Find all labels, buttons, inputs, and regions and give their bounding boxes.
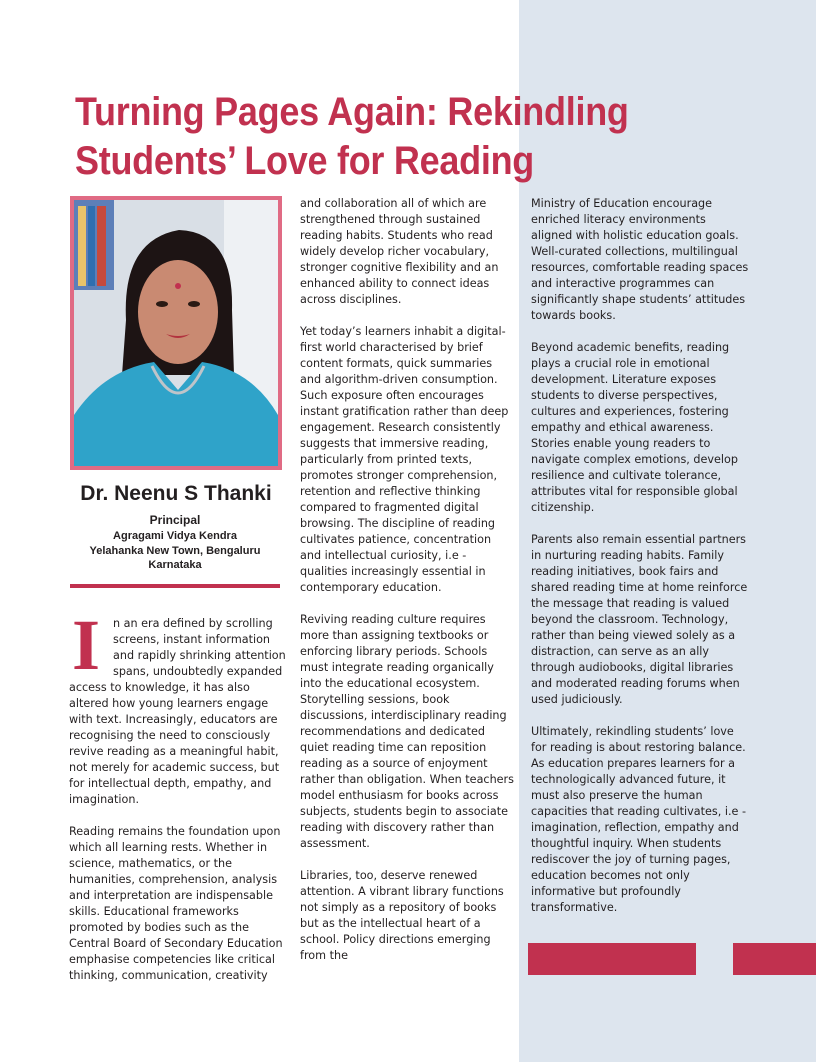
paragraph: Libraries, too, deserve renewed attention. A vibrant library functions not simply as a repository of books but as the intellectual heart of a school. Policy directions emerging from the — [300, 869, 504, 962]
paragraph: Parents also remain essential partners in nurturing reading habits. Family reading initiatives, book fairs and shared reading time at home reinforce the message that reading is valued beyond the classroom. Technology, rather than being viewed solely as a distraction, can serve as an ally through audiobooks, digital libraries and moderated reading forums when used judiciously. — [531, 533, 748, 706]
paragraph — [69, 605, 287, 808]
author-photo — [70, 196, 282, 470]
paragraph: Ministry of Education encourage enriched literacy environments aligned with holistic education goals. Well-curated collections, multilingual resources, comfortable reading spaces and interactive programmes can significantly shape students’ attitudes towards books. — [531, 197, 749, 322]
article-column-3 — [531, 196, 749, 916]
author-role: Principal — [149, 513, 201, 527]
paragraph: and collaboration all of which are strengthened through sustained reading habits. Students who read widely develop richer vocabulary, stronger cognitive flexibility and an enhanced ability to connect ideas across disciplines. — [300, 197, 499, 306]
drop-cap: I — [71, 605, 101, 685]
article-column-1 — [69, 605, 287, 984]
decorative-bar-left — [528, 943, 696, 975]
paragraph: Yet today’s learners inhabit a digital-first world characterised by brief content formats, quick summaries and algorithm-driven consumption. Such exposure often encourages instant gratification rather than deep engagement. Research consistently suggests that immersive reading, particularly from printed texts, promotes stronger comprehension, retention and reflective thinking compared to fragmented digital browsing. The discipline of reading cultivates patience, concentration and intellectual curiosity, i.e - qualities increasingly essential in contemporary education. — [300, 325, 509, 594]
author-school: Agragami Vidya Kendra — [113, 530, 237, 542]
paragraph: Ultimately, rekindling students’ love for reading is about restoring balance. As education prepares learners for a technologically advanced future, it must also preserve the human capacities that reading cultivates, i.e - imagination, reflection, empathy and thoughtful inquiry. When students rediscover the joy of turning pages, education becomes not only informative but profoundly transformative. — [531, 725, 746, 914]
paragraph: Beyond academic benefits, reading plays a crucial role in emotional development. Literature exposes students to diverse perspectives, cultures and experiences, fostering empathy and ethical awareness. Stories enable young readers to navigate complex emotions, develop resilience and cultivate tolerance, attributes vital for responsible global citizenship. — [531, 341, 738, 514]
article-title: Turning Pages Again: Rekindling Students’ Love for Reading — [75, 90, 629, 183]
author-divider — [70, 584, 280, 588]
paragraph: Reviving reading culture requires more than assigning textbooks or enforcing library periods. Schools must integrate reading organically into the educational ecosystem. Storytelling sessions, book discussions, interdisciplinary reading recommendations and dedicated quiet reading time can reposition reading as a source of enjoyment rather than obligation. When teachers model enthusiasm for books across subjects, students begin to associate reading with discovery rather than assessment. — [300, 613, 514, 850]
article-column-2 — [300, 196, 515, 964]
author-name: Dr. Neenu S Thanki — [80, 482, 272, 505]
portrait-photo-icon — [74, 200, 278, 466]
decorative-bar-right — [733, 943, 816, 975]
author-town: Yelahanka New Town, Bengaluru — [89, 545, 261, 557]
paragraph: Reading remains the foundation upon which all learning rests. Whether in science, mathematics, or the humanities, comprehension, analysis and interpretation are indispensable skills. Educational frameworks promoted by bodies such as the Central Board of Secondary Education emphasise competencies like critical thinking, communication, creativity — [69, 825, 283, 982]
paragraph-text: n an era defined by scrolling screens, instant information and rapidly shrinking attention spans, undoubtedly expanded access to knowledge, it has also altered how young learners engage with text. Increasingly, educators are recognising the need to consciously revive reading as a meaningful habit, not merely for academic success, but for intellectual depth, empathy, and imagination. — [69, 617, 286, 806]
author-state: Karnataka — [148, 559, 202, 571]
